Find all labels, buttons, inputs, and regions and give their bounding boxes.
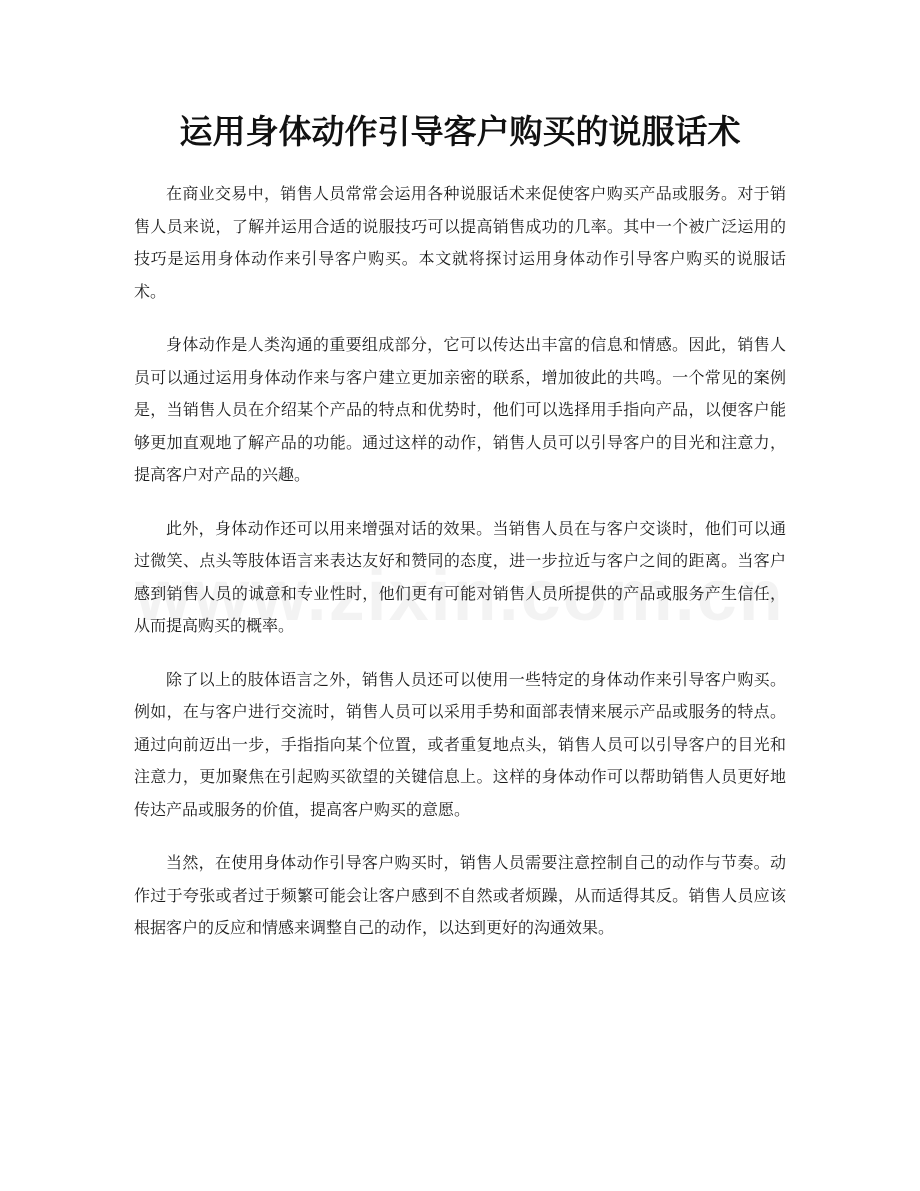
paragraph-1: 在商业交易中，销售人员常常会运用各种说服话术来促使客户购买产品或服务。对于销售人员来说，了解并运用合适的说服技巧可以提高销售成功的几率。其中一个被广泛运用的技巧是运用身体动作来引导客户购买。本文就将探讨运用身体动作引导客户购买的说服话术。 [134, 184, 786, 301]
document-title: 运用身体动作引导客户购买的说服话术 [179, 112, 741, 151]
paragraph-2: 身体动作是人类沟通的重要组成部分，它可以传达出丰富的信息和情感。因此，销售人员可以通过运用身体动作来与客户建立更加亲密的联系，增加彼此的共鸣。一个常见的案例是，当销售人员在介绍某个产品的特点和优势时，他们可以选择用手指向产品，以便客户能够更加直观地了解产品的功能。通过这样的动作，销售人员可以引导客户的目光和注意力，提高客户对产品的兴趣。 [134, 335, 786, 484]
paragraph-5: 当然，在使用身体动作引导客户购买时，销售人员需要注意控制自己的动作与节奏。动作过于夸张或者过于频繁可能会让客户感到不自然或者烦躁，从而适得其反。销售人员应该根据客户的反应和情感来调整自己的动作，以达到更好的沟通效果。 [134, 853, 786, 937]
paragraph-4: 除了以上的肢体语言之外，销售人员还可以使用一些特定的身体动作来引导客户购买。例如，在与客户进行交流时，销售人员可以采用手势和面部表情来展示产品或服务的特点。通过向前迈出一步，手指指向某个位置，或者重复地点头，销售人员可以引导客户的目光和注意力，更加聚焦在引起购买欲望的关键信息上。这样的身体动作可以帮助销售人员更好地传达产品或服务的价值，提高客户购买的意愿。 [134, 669, 786, 819]
paragraph-3: 此外，身体动作还可以用来增强对话的效果。当销售人员在与客户交谈时，他们可以通过微笑、点头等肢体语言来表达友好和赞同的态度，进一步拉近与客户之间的距离。当客户感到销售人员的诚意和专业性时，他们更有可能对销售人员所提供的产品或服务产生信任，从而提高购买的概率。 [134, 518, 786, 635]
document-body [134, 178, 786, 966]
